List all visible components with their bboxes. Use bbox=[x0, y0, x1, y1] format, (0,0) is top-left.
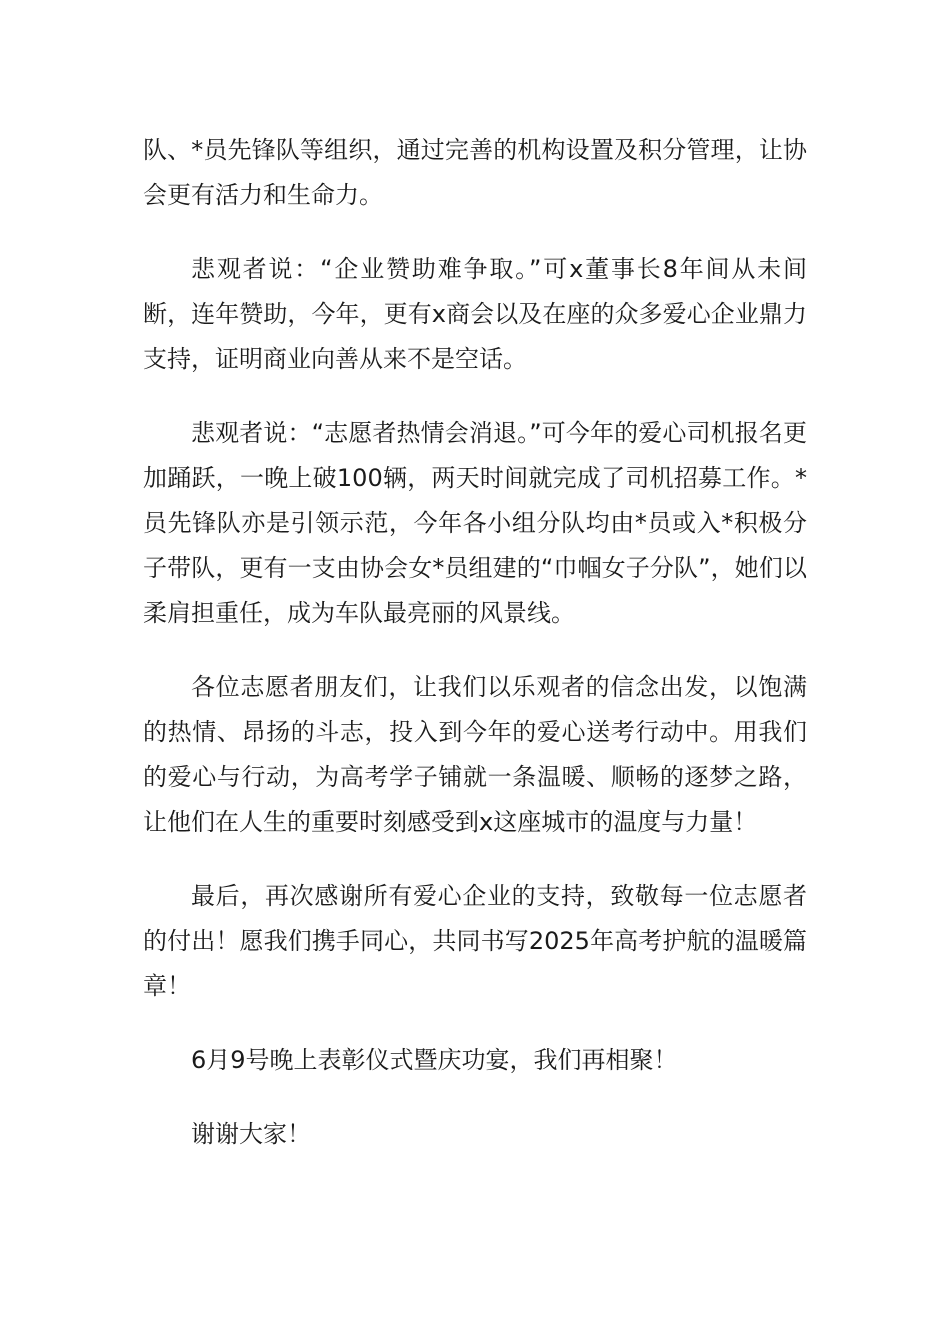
document-body bbox=[143, 128, 807, 1186]
paragraph-volunteers: 悲观者说：“志愿者热情会消退。”可今年的爱心司机报名更加踊跃，一晚上破100辆，两天时间就完成了司机招募工作。*员先锋队亦是引领示范，今年各小组分队均由*员或入*积极分子带队，更有一支由协会女*员组建的“巾帼女子分队”，她们以柔肩担重任，成为车队最亮丽的风景线。 bbox=[143, 419, 807, 627]
paragraph-thanks: 最后，再次感谢所有爱心企业的支持，致敬每一位志愿者的付出！愿我们携手同心，共同书写2025年高考护航的温暖篇章！ bbox=[143, 882, 807, 1000]
paragraph-continuation: 队、*员先锋队等组织，通过完善的机构设置及积分管理，让协会更有活力和生命力。 bbox=[143, 136, 807, 209]
paragraph-closing: 谢谢大家！ bbox=[191, 1120, 311, 1148]
paragraph-ceremony-notice: 6月9号晚上表彰仪式暨庆功宴，我们再相聚！ bbox=[191, 1046, 678, 1074]
paragraph-sponsorship: 悲观者说：“企业赞助难争取。”可x董事长8年间从未间断，连年赞助，今年，更有x商会以及在座的众多爱心企业鼎力支持，证明商业向善从来不是空话。 bbox=[143, 255, 807, 373]
paragraph-call-to-action: 各位志愿者朋友们，让我们以乐观者的信念出发，以饱满的热情、昂扬的斗志，投入到今年的爱心送考行动中。用我们的爱心与行动，为高考学子铺就一条温暖、顺畅的逐梦之路，让他们在人生的重要时刻感受到x这座城市的温度与力量！ bbox=[143, 673, 807, 836]
